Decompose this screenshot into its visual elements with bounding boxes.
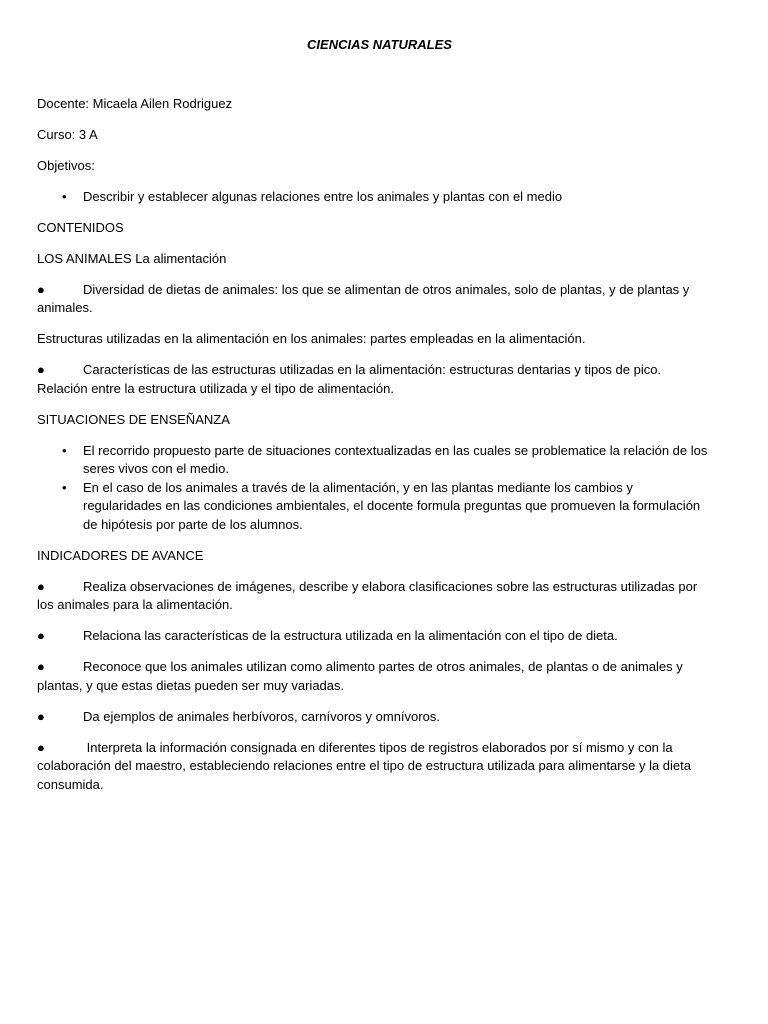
docente-line: Docente: Micaela Ailen Rodriguez: [37, 95, 233, 111]
animales-heading: LOS ANIMALES La alimentación: [37, 250, 227, 266]
bullet-icon: ●: [37, 659, 45, 674]
indicador-text: Reconoce que los animales utilizan como alimento partes de otros animales, de plantas o de animales y plantas, y que estas dietas pueden ser muy variadas.: [37, 659, 683, 693]
situaciones-heading: SITUACIONES DE ENSEÑANZA: [37, 411, 230, 427]
indicador-text: Da ejemplos de animales herbívoros, carnívoros y omnívoros.: [83, 708, 440, 724]
contenidos-heading: CONTENIDOS: [37, 219, 124, 235]
document-title: CIENCIAS NATURALES: [307, 37, 452, 52]
indicador-item: [37, 658, 710, 695]
list-item: [37, 188, 710, 207]
bullet-icon: •: [62, 188, 67, 204]
objetivo-text: Describir y establecer algunas relaciones entre los animales y plantas con el medio: [83, 188, 563, 204]
situacion-text: En el caso de los animales a través de la alimentación, y en las plantas mediante los cambios y regularidades en las condiciones ambientales, el docente formula preguntas que promueven la formulación de hipótesis por parte de los alumnos.: [83, 479, 701, 532]
contenido-item: [37, 361, 710, 398]
list-item: [37, 442, 710, 479]
bullet-icon: ●: [37, 362, 45, 377]
indicador-item: [37, 578, 710, 615]
bullet-icon: ●: [37, 281, 45, 297]
contenido-item: [37, 281, 710, 318]
indicadores-heading: INDICADORES DE AVANCE: [37, 547, 204, 563]
bullet-icon: •: [62, 442, 67, 458]
bullet-icon: ●: [37, 708, 45, 724]
indicador-text: Interpreta la información consignada en diferentes tipos de registros elaborados por sí mismo y con la colaboración del maestro, estableciendo relaciones entre el tipo de estructura utilizada para alimentarse y la dieta consumida.: [37, 739, 691, 792]
estructuras-text: Estructuras utilizadas en la alimentación en los animales: partes empleadas en la alimentación.: [37, 331, 586, 346]
bullet-icon: ●: [37, 578, 45, 594]
situacion-text: El recorrido propuesto parte de situaciones contextualizadas en las cuales se problematice la relación de los seres vivos con el medio.: [83, 442, 708, 476]
indicador-text: Realiza observaciones de imágenes, describe y elabora clasificaciones sobre las estructuras utilizadas por los animales para la alimentación.: [37, 578, 698, 612]
indicador-item: [37, 739, 710, 795]
list-item: [37, 479, 710, 535]
contenido-text: Características de las estructuras utilizadas en la alimentación: estructuras dentarias y tipos de pico. Relación entre la estructura utilizada y el tipo de alimentación.: [37, 362, 662, 396]
indicador-item: [37, 708, 710, 727]
situaciones-list: [37, 442, 710, 535]
indicador-item: [37, 627, 710, 646]
bullet-icon: ●: [37, 628, 45, 643]
bullet-icon: •: [62, 479, 67, 495]
objetivos-list: [37, 188, 710, 207]
indicador-text: Relaciona las características de la estructura utilizada en la alimentación con el tipo de dieta.: [83, 628, 618, 643]
bullet-icon: ●: [37, 739, 45, 755]
contenido-text: Diversidad de dietas de animales: los que se alimentan de otros animales, solo de plantas, y de plantas y animales.: [37, 281, 690, 315]
objetivos-label: Objetivos:: [37, 157, 95, 173]
curso-line: Curso: 3 A: [37, 126, 98, 142]
